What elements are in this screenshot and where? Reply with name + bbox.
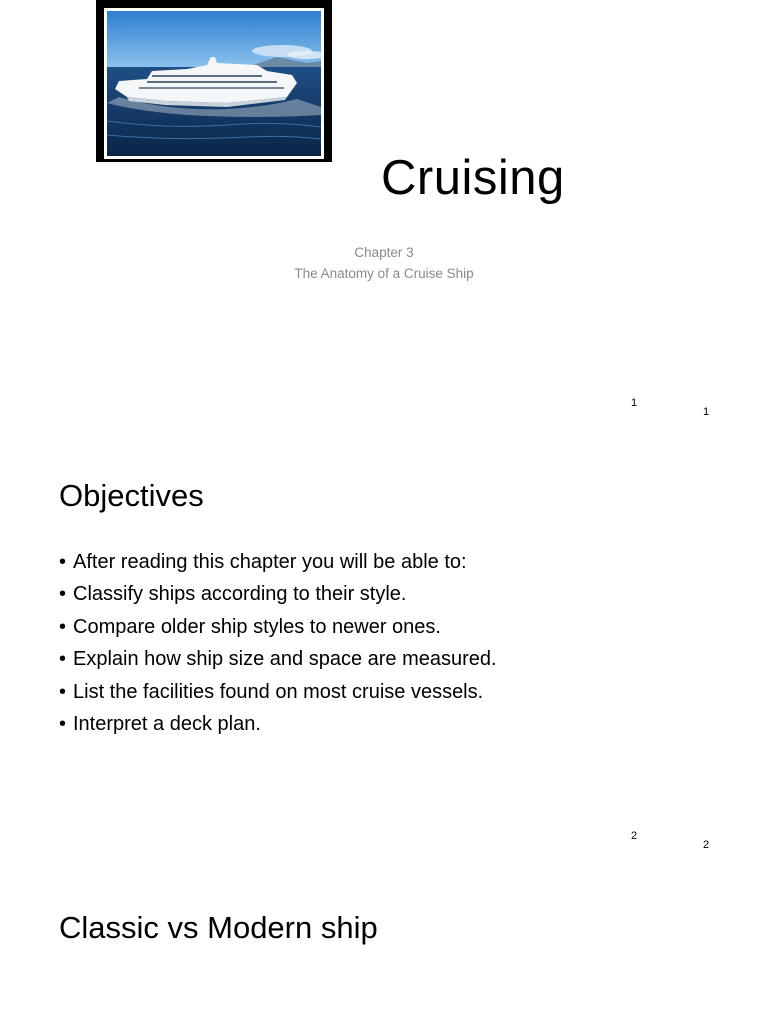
classic-vs-modern-heading: Classic vs Modern ship — [59, 910, 378, 945]
list-item: • Interpret a deck plan. — [59, 708, 497, 740]
page-number: 2 — [703, 839, 710, 851]
bullet-icon: • — [59, 680, 67, 703]
objectives-heading: Objectives — [59, 478, 204, 513]
list-item: • Classify ships according to their style. — [59, 578, 497, 610]
bullet-icon: • — [59, 648, 67, 671]
slide-number: 1 — [631, 397, 638, 409]
slide-number: 2 — [631, 830, 638, 842]
list-item: • List the facilities found on most cruise vessels. — [59, 676, 497, 708]
presentation-title: Cruising — [381, 151, 565, 205]
chapter-subtitle: The Anatomy of a Cruise Ship — [294, 266, 474, 281]
page-number: 1 — [703, 406, 710, 418]
bullet-icon: • — [59, 713, 67, 736]
bullet-icon: • — [59, 615, 67, 638]
list-item: • Compare older ship styles to newer ones. — [59, 611, 497, 643]
chapter-label: Chapter 3 — [354, 245, 414, 260]
bullet-icon: • — [59, 551, 67, 573]
bullet-icon: • — [59, 583, 67, 606]
list-item: • Explain how ship size and space are measured. — [59, 643, 497, 675]
list-item: • After reading this chapter you will be able to: — [59, 546, 497, 578]
